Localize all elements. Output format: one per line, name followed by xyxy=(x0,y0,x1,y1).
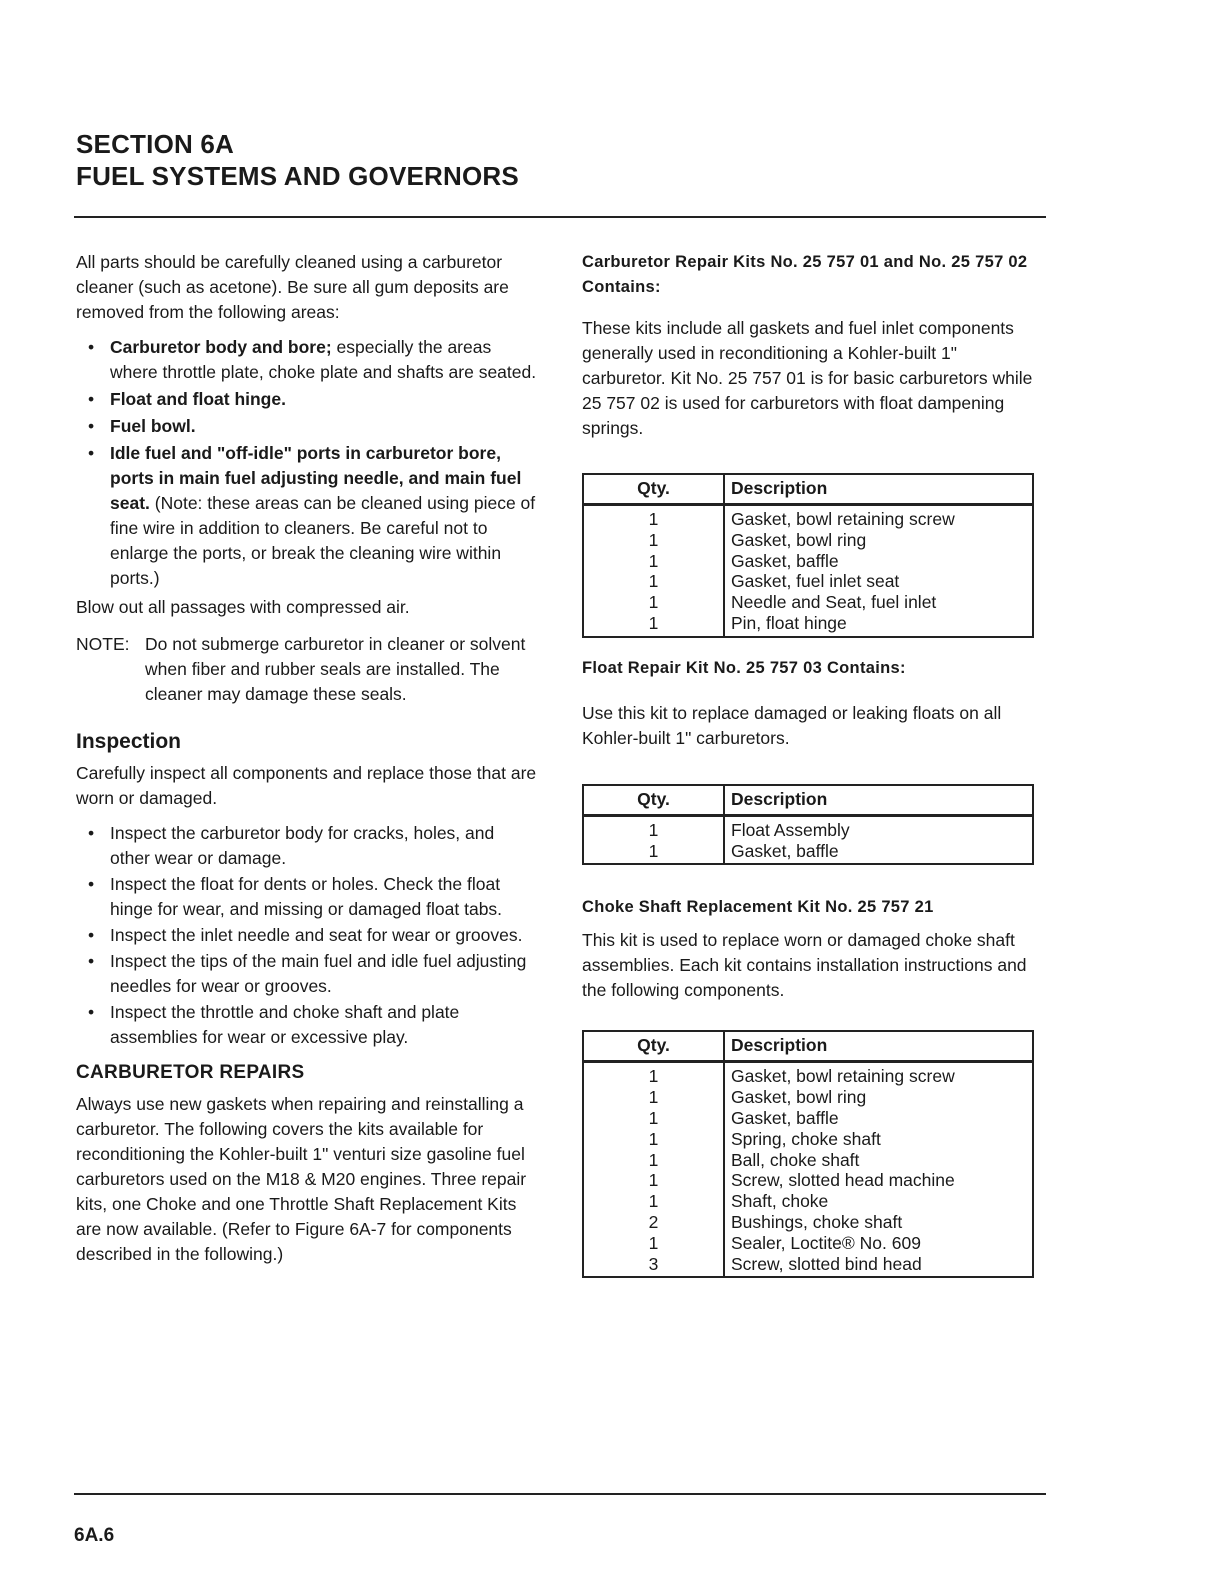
description-cell: Screw, slotted head machine xyxy=(724,1170,1033,1191)
kit1-title: Carburetor Repair Kits No. 25 757 01 and No. 25 757 02 Contains: xyxy=(582,253,1028,296)
right-column xyxy=(582,250,1037,1278)
description-header: Description xyxy=(724,1031,1033,1062)
section-label: SECTION 6A xyxy=(76,129,235,159)
qty-cell: 1 xyxy=(583,1170,724,1191)
table-row xyxy=(583,1129,1033,1150)
cleaning-item: • Float and float hinge. xyxy=(76,387,538,412)
table-row xyxy=(583,1108,1033,1129)
description-cell: Gasket, bowl ring xyxy=(724,1087,1033,1108)
table-row xyxy=(583,571,1033,592)
repairs-heading: CARBURETOR REPAIRS xyxy=(76,1062,305,1083)
table-header-row xyxy=(583,785,1033,816)
description-cell: Pin, float hinge xyxy=(724,613,1033,637)
table-row xyxy=(583,1191,1033,1212)
description-cell: Gasket, fuel inlet seat xyxy=(724,571,1033,592)
qty-cell: 1 xyxy=(583,1150,724,1171)
note-text: Do not submerge carburetor in cleaner or solvent when fiber and rubber seals are installed. The cleaner may damage these seals. xyxy=(145,634,526,704)
qty-cell: 1 xyxy=(583,1062,724,1087)
page-header xyxy=(76,128,519,192)
inspection-intro: Carefully inspect all components and replace those that are worn or damaged. xyxy=(76,763,537,808)
qty-cell: 2 xyxy=(583,1212,724,1233)
table-row xyxy=(583,592,1033,613)
qty-cell: 1 xyxy=(583,815,724,840)
table-row xyxy=(583,1170,1033,1191)
inspection-item: • Inspect the throttle and choke shaft and plate assemblies for wear or excessive play. xyxy=(76,1000,538,1050)
qty-cell: 1 xyxy=(583,1233,724,1254)
table-header-row xyxy=(583,474,1033,505)
table-row xyxy=(583,505,1033,530)
table-row xyxy=(583,841,1033,865)
kit2-table xyxy=(582,784,1034,866)
description-cell: Float Assembly xyxy=(724,815,1033,840)
left-column xyxy=(76,250,538,1267)
description-header: Description xyxy=(724,474,1033,505)
cleaning-item: • Carburetor body and bore; especially the areas where throttle plate, choke plate and shafts are seated. xyxy=(76,335,538,385)
kit2-text: Use this kit to replace damaged or leaking floats on all Kohler-built 1" carburetors. xyxy=(582,702,1002,748)
description-cell: Shaft, choke xyxy=(724,1191,1033,1212)
qty-cell: 1 xyxy=(583,841,724,865)
table-row xyxy=(583,1254,1033,1278)
description-cell: Gasket, bowl retaining screw xyxy=(724,505,1033,530)
qty-cell: 1 xyxy=(583,1108,724,1129)
qty-cell: 1 xyxy=(583,530,724,551)
qty-cell: 1 xyxy=(583,1087,724,1108)
description-cell: Gasket, bowl ring xyxy=(724,530,1033,551)
inspection-list xyxy=(76,821,538,1050)
qty-cell: 1 xyxy=(583,613,724,637)
description-cell: Spring, choke shaft xyxy=(724,1129,1033,1150)
description-cell: Screw, slotted bind head xyxy=(724,1254,1033,1278)
table-row xyxy=(583,1233,1033,1254)
qty-cell: 1 xyxy=(583,592,724,613)
description-cell: Sealer, Loctite® No. 609 xyxy=(724,1233,1033,1254)
kit3-text: This kit is used to replace worn or damaged choke shaft assemblies. Each kit contains installation instructions and the following components. xyxy=(582,930,1027,1001)
kit1-text: These kits include all gaskets and fuel inlet components generally used in reconditioning a Kohler-built 1" carburetor. Kit No. 25 757 01 is for basic carburetors while 25 757 02 is used for carburetors with float dampening springs. xyxy=(582,318,1033,438)
qty-header: Qty. xyxy=(583,474,724,505)
kit3-title: Choke Shaft Replacement Kit No. 25 757 21 xyxy=(582,898,934,917)
description-cell: Ball, choke shaft xyxy=(724,1150,1033,1171)
cleaning-item: • Fuel bowl. xyxy=(76,414,538,439)
qty-cell: 1 xyxy=(583,505,724,530)
qty-cell: 3 xyxy=(583,1254,724,1278)
table-row xyxy=(583,1150,1033,1171)
table-row xyxy=(583,551,1033,572)
description-cell: Gasket, baffle xyxy=(724,841,1033,865)
description-cell: Gasket, baffle xyxy=(724,1108,1033,1129)
qty-cell: 1 xyxy=(583,551,724,572)
qty-cell: 1 xyxy=(583,1129,724,1150)
inspection-item: • Inspect the inlet needle and seat for wear or grooves. xyxy=(76,923,538,948)
qty-cell: 1 xyxy=(583,1191,724,1212)
header-rule xyxy=(74,216,1046,218)
description-cell: Gasket, bowl retaining screw xyxy=(724,1062,1033,1087)
qty-header: Qty. xyxy=(583,785,724,816)
table-row xyxy=(583,815,1033,840)
description-cell: Needle and Seat, fuel inlet xyxy=(724,592,1033,613)
kit3-table xyxy=(582,1030,1034,1278)
note-label: NOTE: xyxy=(76,634,130,654)
cleaning-item: • Idle fuel and "off-idle" ports in carburetor bore, ports in main fuel adjusting needle, and main fuel seat. (Note: these areas can be cleaned using piece of fine wire in addition to cleaners. Be careful not to enlarge the ports, or break the cleaning wire within ports.) xyxy=(76,441,538,591)
inspection-heading: Inspection xyxy=(76,730,182,753)
table-row xyxy=(583,1062,1033,1087)
kit1-table xyxy=(582,473,1034,638)
blow-out-text: Blow out all passages with compressed air. xyxy=(76,597,410,617)
description-header: Description xyxy=(724,785,1033,816)
qty-header: Qty. xyxy=(583,1031,724,1062)
note-block xyxy=(76,632,538,707)
section-title: FUEL SYSTEMS AND GOVERNORS xyxy=(76,161,519,191)
table-row xyxy=(583,1212,1033,1233)
inspection-item: • Inspect the carburetor body for cracks, holes, and other wear or damage. xyxy=(76,821,538,871)
table-row xyxy=(583,530,1033,551)
cleaning-list xyxy=(76,335,538,591)
description-cell: Bushings, choke shaft xyxy=(724,1212,1033,1233)
table-row xyxy=(583,1087,1033,1108)
table-row xyxy=(583,613,1033,637)
inspection-item: • Inspect the tips of the main fuel and idle fuel adjusting needles for wear or grooves. xyxy=(76,949,538,999)
footer-rule xyxy=(74,1493,1046,1495)
inspection-item: • Inspect the float for dents or holes. Check the float hinge for wear, and missing or damaged float tabs. xyxy=(76,872,538,922)
table-header-row xyxy=(583,1031,1033,1062)
qty-cell: 1 xyxy=(583,571,724,592)
page-number: 6A.6 xyxy=(74,1525,115,1546)
cleaning-intro: All parts should be carefully cleaned using a carburetor cleaner (such as acetone). Be sure all gum deposits are removed from the following areas: xyxy=(76,252,509,322)
repairs-text: Always use new gaskets when repairing and reinstalling a carburetor. The following covers the kits available for reconditioning the Kohler-built 1" venturi size gasoline fuel carburetors used on the M18 & M20 engines. Three repair kits, one Choke and one Throttle Shaft Replacement Kits are now available. (Refer to Figure 6A-7 for components described in the following.) xyxy=(76,1094,527,1264)
description-cell: Gasket, baffle xyxy=(724,551,1033,572)
kit2-title: Float Repair Kit No. 25 757 03 Contains: xyxy=(582,658,906,677)
